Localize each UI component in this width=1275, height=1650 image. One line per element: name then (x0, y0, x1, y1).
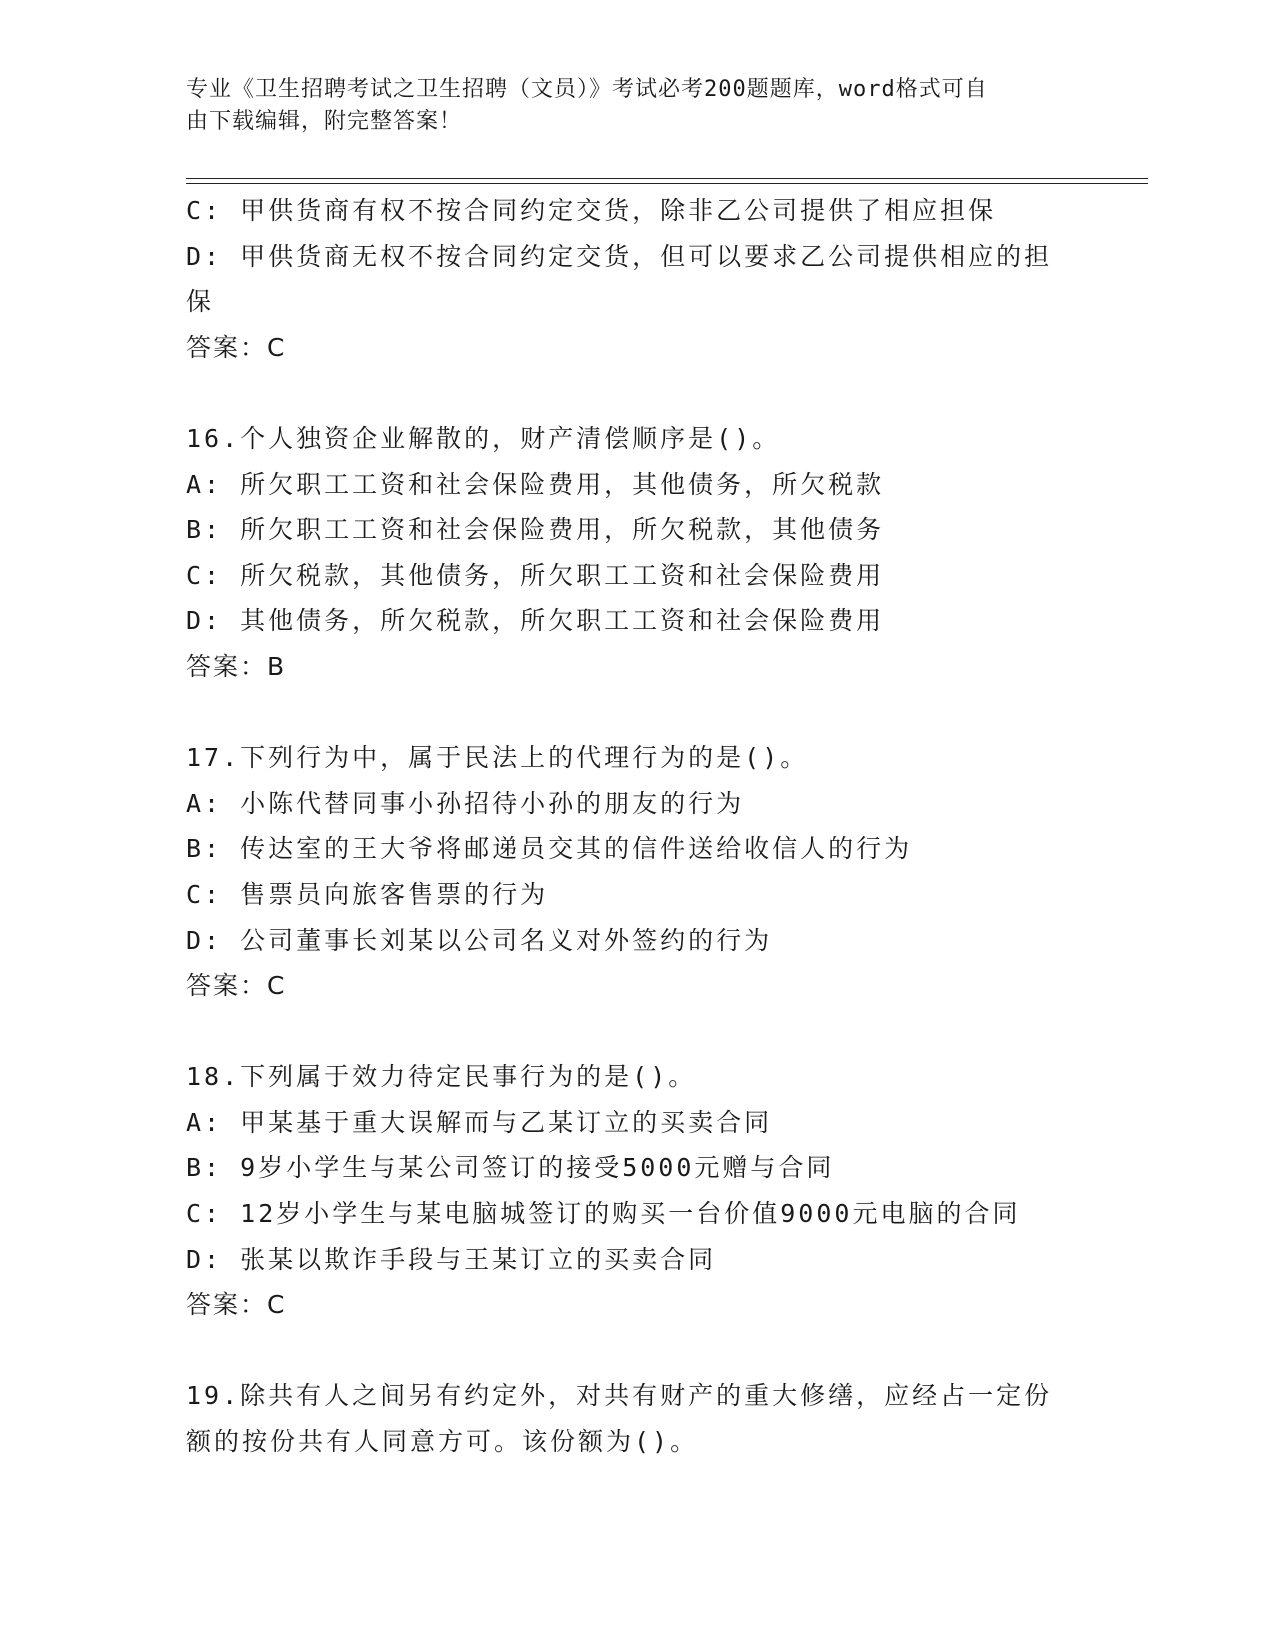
q19-stem-line-1: 19.除共有人之间另有约定外，对共有财产的重大修缮，应经占一定份 (186, 1381, 1053, 1411)
q16-answer: 答案：B (186, 651, 287, 681)
q16-option-a: A: 所欠职工工资和社会保险费用，其他债务，所欠税款 (186, 469, 885, 499)
q18-answer: 答案：C (186, 1290, 287, 1320)
q18-stem: 18.下列属于效力待定民事行为的是()。 (186, 1062, 697, 1092)
q16-stem: 16.个人独资企业解散的，财产清偿顺序是()。 (186, 423, 781, 453)
q15-option-c: C: 甲供货商有权不按合同约定交货，除非乙公司提供了相应担保 (186, 196, 997, 225)
q16-option-c: C: 所欠税款，其他债务，所欠职工工资和社会保险费用 (186, 560, 885, 590)
header-title-line-2: 由下载编辑，附完整答案！ (186, 109, 463, 134)
header-title-line-1: 专业《卫生招聘考试之卫生招聘（文员）》考试必考200题题库，word格式可自 (186, 77, 988, 102)
q17-stem: 17.下列行为中，属于民法上的代理行为的是()。 (186, 743, 809, 773)
q18-option-d: D: 张某以欺诈手段与王某订立的买卖合同 (186, 1244, 717, 1274)
q16-option-d: D: 其他债务，所欠税款，所欠职工工资和社会保险费用 (186, 606, 885, 636)
spacer (186, 690, 1086, 736)
spacer (186, 1328, 1086, 1374)
spacer (186, 370, 1086, 416)
q18-option-b: B: 9岁小学生与某公司签订的接受5000元赠与合同 (186, 1153, 835, 1183)
spacer (186, 1009, 1086, 1055)
q19-stem-line-2: 额的按份共有人同意方可。该份额为()。 (186, 1427, 699, 1457)
q16-option-b: B: 所欠职工工资和社会保险费用，所欠税款，其他债务 (186, 515, 885, 545)
q15-option-d-line-1: D: 甲供货商无权不按合同约定交货，但可以要求乙公司提供相应的担 (186, 241, 1053, 271)
q17-option-c: C: 售票员向旅客售票的行为 (186, 879, 549, 909)
header-divider-top (186, 178, 1148, 179)
q15-answer: 答案：C (186, 332, 287, 362)
document-body (186, 188, 1086, 1465)
q17-answer: 答案：C (186, 971, 287, 1001)
q17-option-b: B: 传达室的王大爷将邮递员交其的信件送给收信人的行为 (186, 834, 913, 864)
q18-option-a: A: 甲某基于重大误解而与乙某订立的买卖合同 (186, 1107, 773, 1137)
q17-option-a: A: 小陈代替同事小孙招待小孙的朋友的行为 (186, 788, 745, 818)
document-header (186, 74, 1066, 138)
q18-option-c: C: 12岁小学生与某电脑城签订的购买一台价值9000元电脑的合同 (186, 1199, 1021, 1229)
header-divider-bottom (186, 183, 1148, 184)
q15-option-d-line-2: 保 (186, 287, 215, 317)
q17-option-d: D: 公司董事长刘某以公司名义对外签约的行为 (186, 925, 773, 955)
